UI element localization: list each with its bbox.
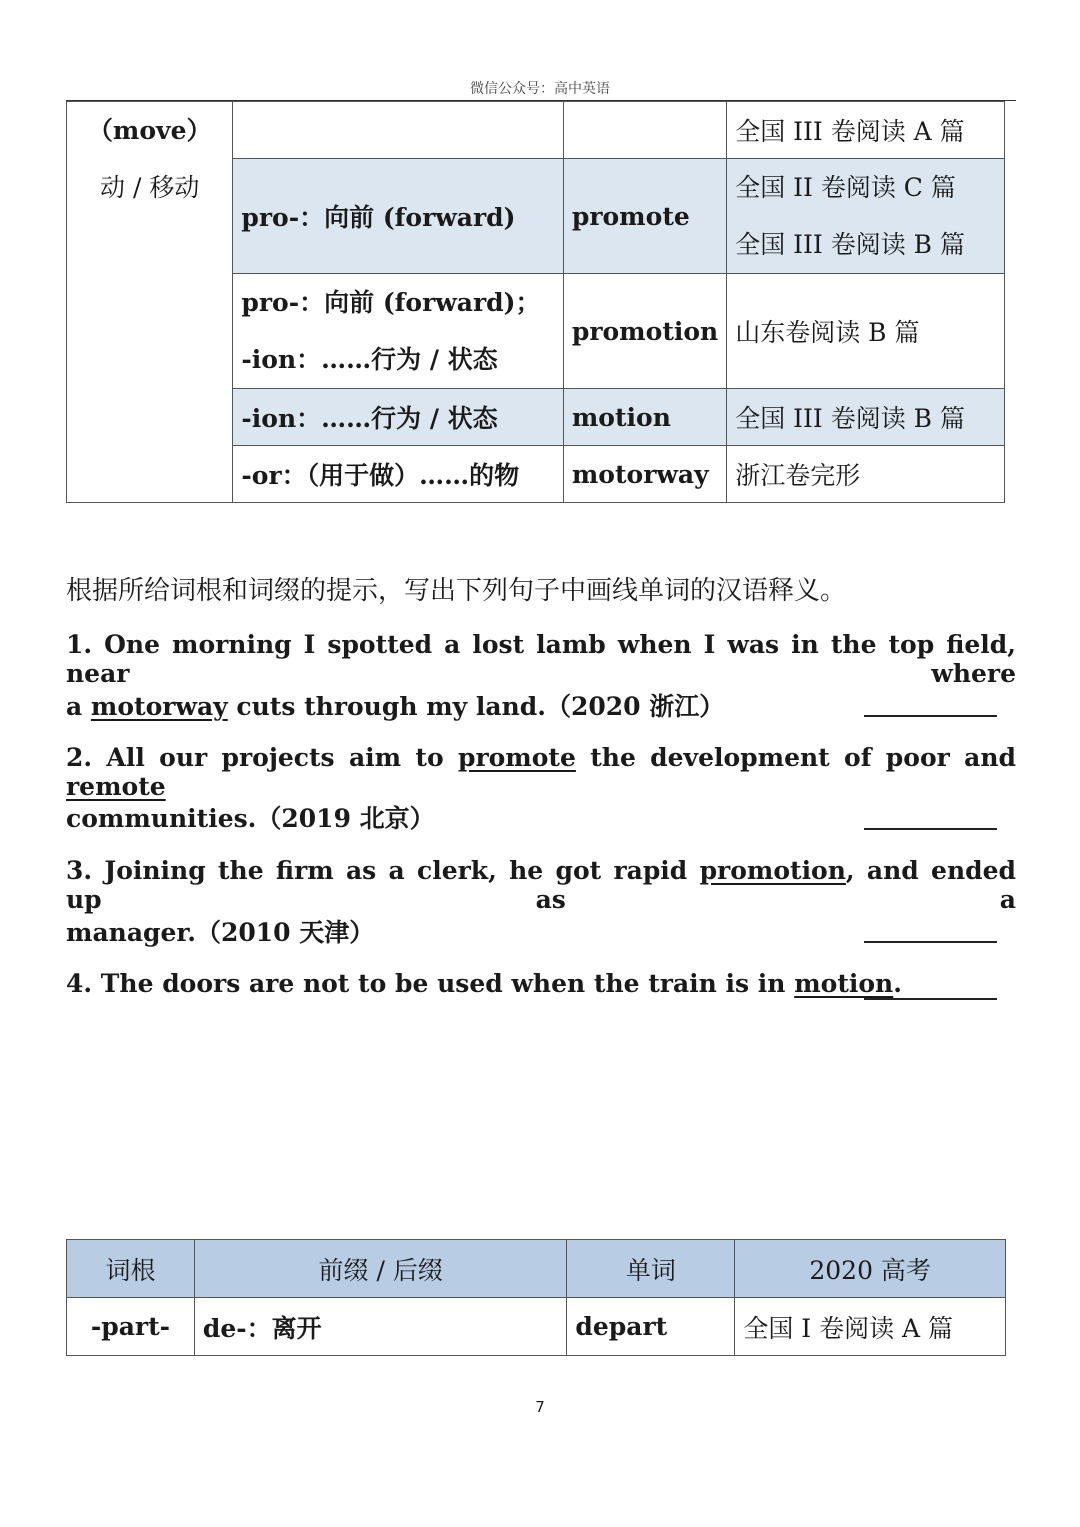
source-line: 全国 II 卷阅读 C 篇 <box>735 173 956 202</box>
word-cell: motorway <box>563 446 726 503</box>
text-span: , and ended up as a <box>66 856 1016 914</box>
affix-cell <box>233 274 563 389</box>
root-meaning: 动 / 移动 <box>100 173 200 202</box>
root-cell: -part- <box>67 1298 195 1356</box>
question-4-line-1 <box>66 969 1016 998</box>
word-cell: motion <box>563 389 726 446</box>
text-span: . <box>893 969 902 998</box>
underlined-word: promote <box>457 743 576 772</box>
header-cell: 词根 <box>67 1240 195 1298</box>
source-cell: 全国 III 卷阅读 B 篇 <box>727 389 1005 446</box>
affix-cell: -ion：……行为 / 状态 <box>233 389 563 446</box>
source-cell: 浙江卷完形 <box>727 446 1005 503</box>
question-1-line-2 <box>66 687 1016 723</box>
affix-cell: pro-：向前 (forward) <box>233 159 563 274</box>
table-row <box>67 102 1005 159</box>
underlined-word: remote <box>66 772 166 801</box>
source-cell: 全国 III 卷阅读 A 篇 <box>727 102 1005 159</box>
underlined-word: motorway <box>90 692 228 721</box>
page-number: 7 <box>535 1398 545 1416</box>
header-cell: 单词 <box>567 1240 735 1298</box>
part-root-table <box>66 1239 1006 1356</box>
table-header-row <box>67 1240 1006 1298</box>
source-cell: 全国 I 卷阅读 A 篇 <box>735 1298 1006 1356</box>
question-2-line-2: communities.（2019 北京） <box>66 804 435 833</box>
text-span: 2. All our projects aim to <box>66 743 458 772</box>
underlined-word: promotion <box>699 856 846 885</box>
answer-blank-1[interactable] <box>864 715 997 717</box>
question-1-line-1: 1. One morning I spotted a lost lamb when I was in the top field, near where <box>66 630 1016 688</box>
question-2-line-1 <box>66 743 1016 801</box>
question-3-line-2: manager.（2010 天津） <box>66 918 375 947</box>
underlined-word: motion <box>794 969 894 998</box>
text-span: 4. The doors are not to be used when the train is in <box>66 969 795 998</box>
word-cell: depart <box>567 1298 735 1356</box>
affix-line: pro-：向前 (forward)； <box>241 288 541 317</box>
question-3-line-1 <box>66 856 1016 914</box>
page-header: 微信公众号：高中英语 <box>470 81 610 97</box>
table-row <box>67 1298 1006 1356</box>
text-span: the development of poor and <box>575 743 1016 772</box>
text-span: a <box>66 692 91 721</box>
root-table <box>66 101 1005 503</box>
affix-cell: de-：离开 <box>194 1298 567 1356</box>
source-cell: 山东卷阅读 B 篇 <box>727 274 1005 389</box>
answer-blank-4[interactable] <box>864 998 997 1000</box>
source-cell <box>727 159 1005 274</box>
word-cell: promote <box>563 159 726 274</box>
word-cell: promotion <box>563 274 726 389</box>
source-line: 全国 III 卷阅读 B 篇 <box>735 230 966 259</box>
affix-line: -ion：……行为 / 状态 <box>241 345 498 374</box>
text-span: cuts through my land.（2020 浙江） <box>227 692 725 721</box>
exercise-instruction: 根据所给词根和词缀的提示，写出下列句子中画线单词的汉语释义。 <box>66 576 847 606</box>
root-cell <box>67 102 233 503</box>
affix-cell <box>233 102 563 159</box>
answer-blank-3[interactable] <box>864 941 997 943</box>
root-word: （move） <box>87 116 212 145</box>
answer-blank-2[interactable] <box>864 828 997 830</box>
header-cell: 前缀 / 后缀 <box>194 1240 567 1298</box>
text-span: 3. Joining the firm as a clerk, he got rapid <box>66 856 700 885</box>
word-cell <box>563 102 726 159</box>
header-cell: 2020 高考 <box>735 1240 1006 1298</box>
affix-cell: -or：（用于做）……的物 <box>233 446 563 503</box>
